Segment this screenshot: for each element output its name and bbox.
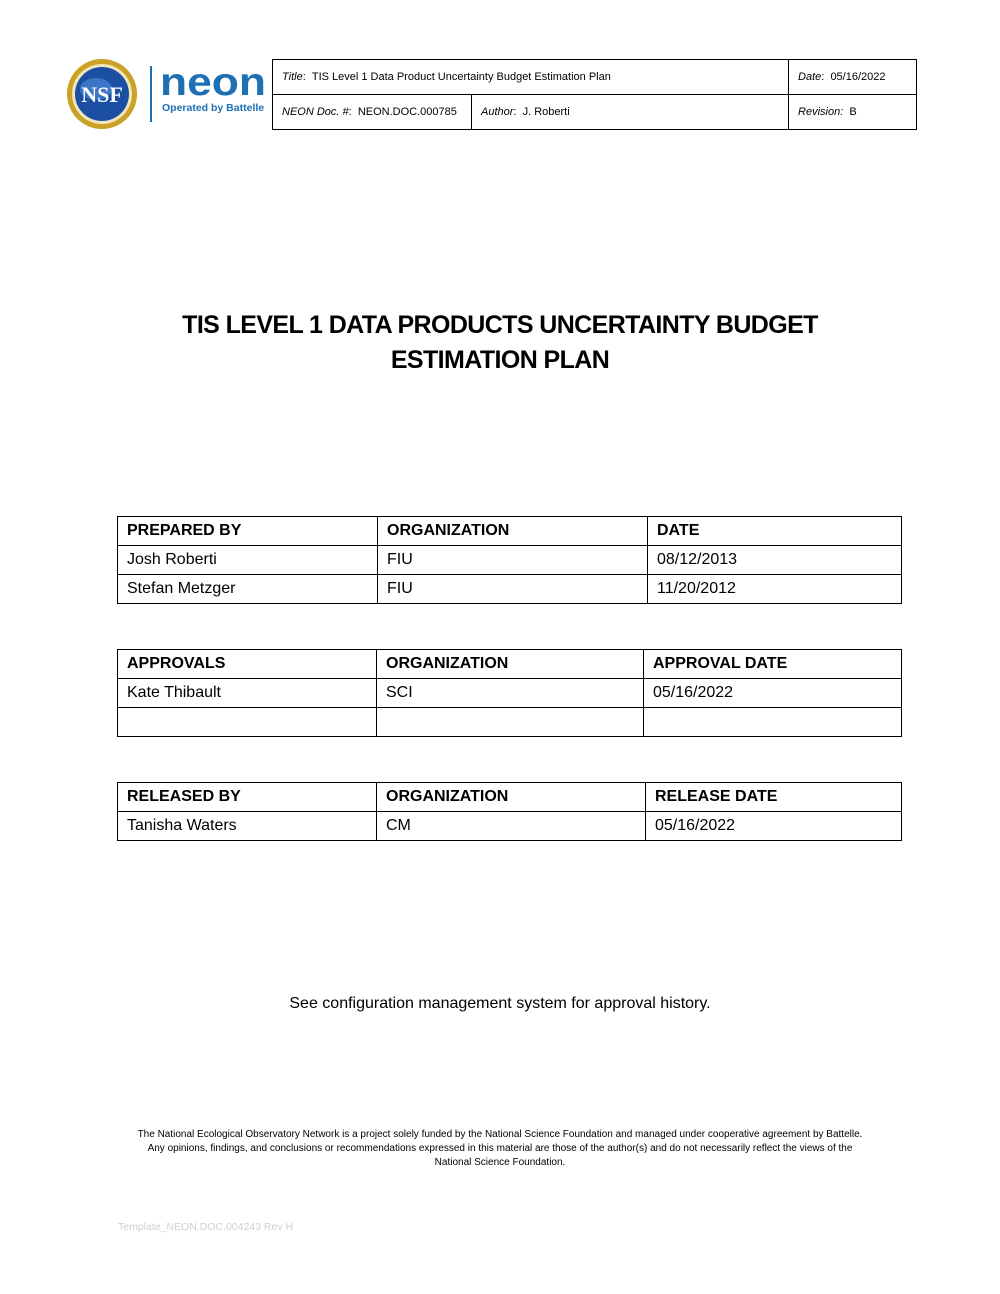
document-title bbox=[100, 308, 900, 378]
doc-number-cell: NEON Doc. #: NEON.DOC.000785 bbox=[273, 95, 472, 130]
release-date: 05/16/2022 bbox=[646, 812, 902, 841]
released-by-table bbox=[117, 782, 902, 841]
date-cell: Date: 05/16/2022 bbox=[789, 60, 917, 95]
preparer-name: Stefan Metzger bbox=[118, 575, 378, 604]
preparer-name: Josh Roberti bbox=[118, 546, 378, 575]
title-label: Title bbox=[282, 71, 303, 83]
preparer-organization: FIU bbox=[378, 575, 648, 604]
approver-name: Kate Thibault bbox=[118, 679, 377, 708]
header-info-table bbox=[272, 59, 917, 130]
releaser-organization: CM bbox=[377, 812, 646, 841]
table-row bbox=[118, 575, 902, 604]
nsf-text: NSF bbox=[81, 82, 123, 107]
column-header: APPROVALS bbox=[118, 650, 377, 679]
title-line-2: ESTIMATION PLAN bbox=[390, 346, 610, 374]
title-value: TIS Level 1 Data Product Uncertainty Budget Estimation Plan bbox=[311, 71, 611, 83]
approver-organization bbox=[377, 708, 644, 737]
table-row bbox=[118, 546, 902, 575]
doc-value: NEON.DOC.000785 bbox=[357, 106, 457, 118]
neon-text: neon bbox=[160, 64, 266, 100]
approval-date: 05/16/2022 bbox=[644, 679, 902, 708]
revision-label: Revision: bbox=[798, 106, 844, 118]
approvals-table bbox=[117, 649, 902, 737]
prepared-by-table bbox=[117, 516, 902, 604]
footer-line-2: Any opinions, findings, and conclusions or recommendations expressed in this material are those of the author(s) and do not necessarily reflect the views of the bbox=[147, 1143, 853, 1154]
preparer-organization: FIU bbox=[378, 546, 648, 575]
column-header: RELEASED BY bbox=[118, 783, 377, 812]
column-header: PREPARED BY bbox=[118, 517, 378, 546]
revision-value: B bbox=[849, 106, 857, 118]
table-row bbox=[118, 679, 902, 708]
column-header: APPROVAL DATE bbox=[644, 650, 902, 679]
approver-organization: SCI bbox=[377, 679, 644, 708]
table-row bbox=[118, 812, 902, 841]
table-row bbox=[118, 708, 902, 737]
date-label: Date bbox=[798, 71, 822, 83]
column-header: DATE bbox=[648, 517, 902, 546]
title-cell: Title: TIS Level 1 Data Product Uncertainty Budget Estimation Plan bbox=[273, 60, 789, 95]
approval-date bbox=[644, 708, 902, 737]
date-value: 05/16/2022 bbox=[830, 71, 886, 83]
column-header: ORGANIZATION bbox=[377, 650, 644, 679]
doc-label: NEON Doc. # bbox=[282, 106, 349, 118]
footer-line-3: National Science Foundation. bbox=[434, 1157, 566, 1168]
nsf-seal-icon bbox=[66, 58, 138, 130]
config-management-note: See configuration management system for approval history. bbox=[289, 995, 711, 1012]
template-id: Template_NEON.DOC.004243 Rev H bbox=[118, 1221, 294, 1233]
author-value: J. Roberti bbox=[522, 106, 570, 118]
title-line-1: TIS LEVEL 1 DATA PRODUCTS UNCERTAINTY BUDGET bbox=[182, 311, 818, 339]
neon-nsf-logo bbox=[66, 58, 271, 130]
neon-wordmark bbox=[160, 64, 268, 100]
footer-line-1: The National Ecological Observatory Network is a project solely funded by the National Science Foundation and managed under cooperative agreement by Battelle. bbox=[137, 1129, 863, 1140]
preparer-date: 11/20/2012 bbox=[648, 575, 902, 604]
approver-name bbox=[118, 708, 377, 737]
author-cell: Author: J. Roberti bbox=[472, 95, 789, 130]
column-header: ORGANIZATION bbox=[378, 517, 648, 546]
author-label: Author bbox=[481, 106, 514, 118]
operator-text: Operated by Battelle bbox=[162, 102, 265, 114]
releaser-name: Tanisha Waters bbox=[118, 812, 377, 841]
column-header: ORGANIZATION bbox=[377, 783, 646, 812]
column-header: RELEASE DATE bbox=[646, 783, 902, 812]
revision-cell bbox=[789, 95, 917, 130]
preparer-date: 08/12/2013 bbox=[648, 546, 902, 575]
logo-divider bbox=[150, 66, 152, 122]
footer-disclaimer bbox=[100, 1128, 900, 1170]
